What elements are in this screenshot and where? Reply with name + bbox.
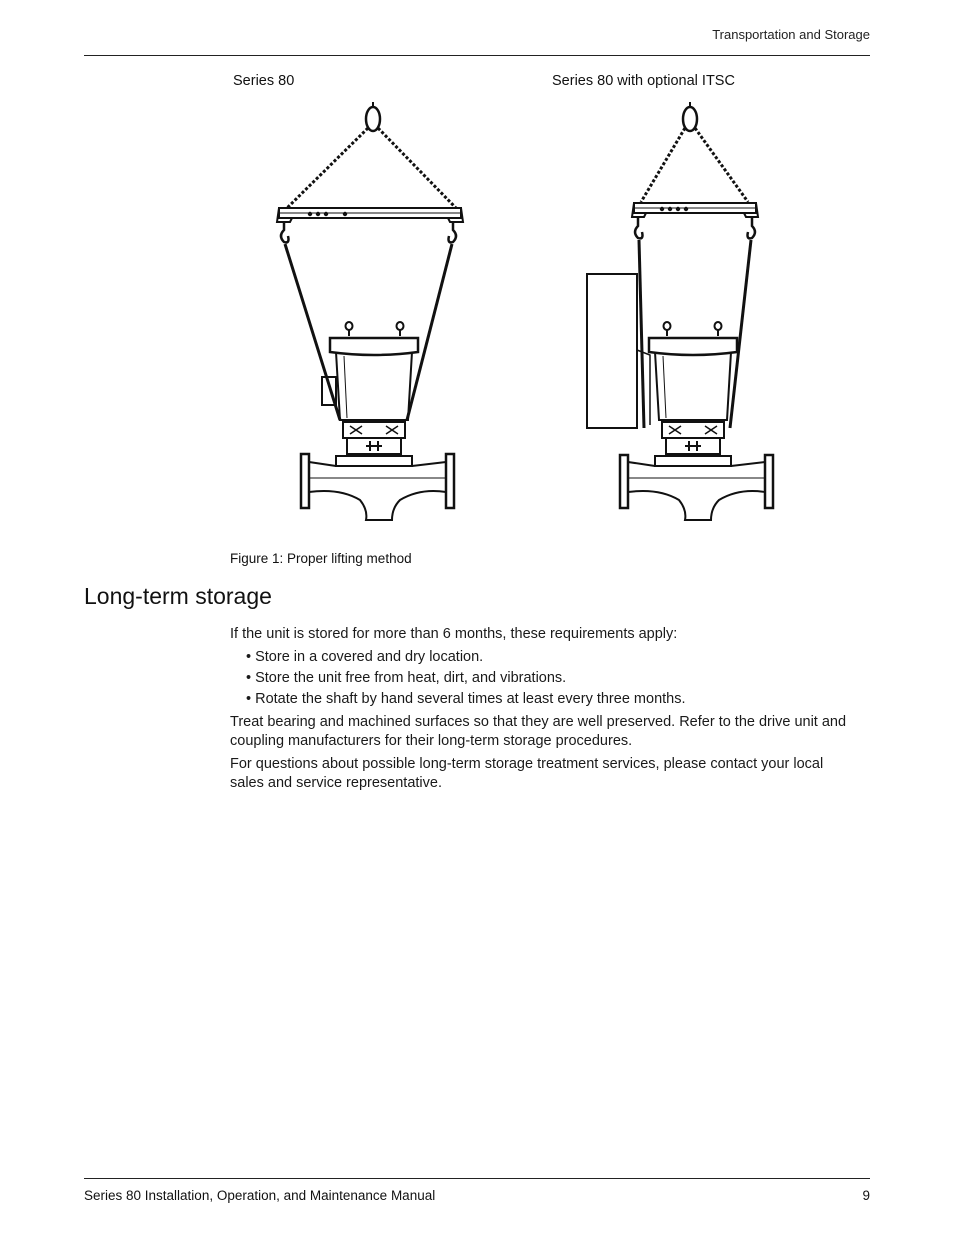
footer-divider (84, 1178, 870, 1179)
header-section-title: Transportation and Storage (712, 27, 870, 42)
footer-manual-title: Series 80 Installation, Operation, and Maintenance Manual (84, 1188, 436, 1203)
section-body (230, 625, 860, 797)
contact-paragraph: For questions about possible long-term storage treatment services, please contact your local sales and service representative. (230, 756, 824, 791)
section-title: Long-term storage (84, 583, 272, 609)
series-80-pump-drawing (277, 102, 463, 520)
list-item: • Store the unit free from heat, dirt, and vibrations. (246, 669, 860, 688)
list-item: • Store in a covered and dry location. (246, 648, 860, 667)
treatment-paragraph: Treat bearing and machined surfaces so that they are well preserved. Refer to the drive unit and coupling manufacturers for their long-term storage procedures. (230, 714, 847, 749)
intro-paragraph: If the unit is stored for more than 6 months, these requirements apply: (230, 626, 678, 642)
figure-label: Figure 1: Proper lifting method (230, 551, 412, 566)
page-number: 9 (862, 1188, 870, 1203)
list-item: • Rotate the shaft by hand several times at least every three months. (246, 690, 860, 709)
lifting-method-illustration (0, 0, 954, 545)
requirements-list (230, 648, 860, 709)
figure-caption-series-80-itsc: Series 80 with optional ITSC (552, 73, 735, 89)
figure-caption-series-80: Series 80 (233, 73, 295, 89)
series-80-itsc-pump-drawing (587, 102, 773, 520)
